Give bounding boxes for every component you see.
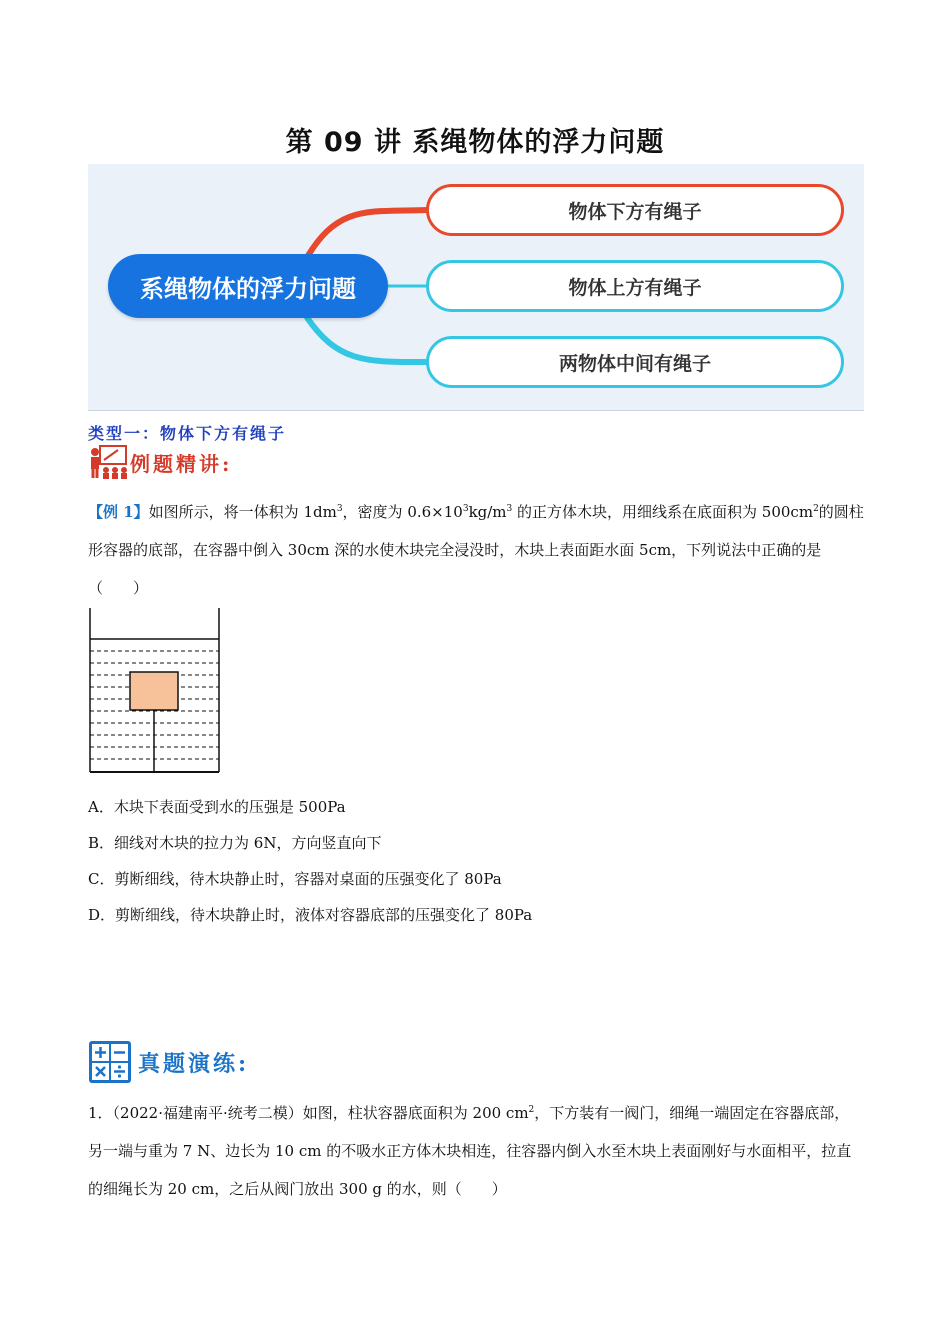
option-c: C．剪断细线，待木块静止时，容器对桌面的压强变化了 80Pa	[88, 870, 502, 888]
example-tag: 【例 1】	[88, 503, 149, 521]
example-text-part: kg/m	[468, 503, 507, 521]
example-text-part: 如图所示，将一体积为 1dm	[148, 503, 337, 521]
example-1-text	[88, 490, 864, 607]
example-section-label: 例题精讲:	[130, 451, 233, 476]
option-a: A．木块下表面受到水的压强是 500Pa	[88, 798, 346, 816]
option-b: B．细线对木块的拉力为 6N，方向竖直向下	[88, 834, 382, 852]
mind-map-center-node: 系绳物体的浮力问题	[108, 254, 388, 318]
option-d: D．剪断细线，待木块静止时，液体对容器底部的压强变化了 80Pa	[88, 906, 533, 924]
superscript: 3	[506, 504, 513, 514]
example-text-part: 的正方体木块，用细线系在底面积为 500cm	[512, 503, 814, 521]
container-figure	[88, 606, 222, 776]
mind-map	[88, 164, 864, 411]
connector-bottom	[306, 316, 428, 362]
mind-map-branch-1: 物体下方有绳子	[426, 184, 844, 236]
calculator-icon	[88, 1040, 132, 1084]
question-text-part: ，下方装有一阀门，细绳一端固定在容器底部，另一端与重为 7 N、边长为 10 cm 的不吸水正方体木块相连，往容器内倒入水至木块上表面刚好与水面相平，拉直的细绳长为 20 cm，之后从阀门放出 300 g 的水，则（ ）	[88, 1104, 852, 1198]
practice-section-header	[88, 1040, 249, 1084]
superscript: 3	[462, 504, 469, 514]
wood-block	[130, 672, 178, 710]
connector-top	[306, 210, 428, 259]
practice-section-label: 真题演练:	[138, 1050, 250, 1077]
example-text-part: ，密度为 0.6×10	[342, 503, 463, 521]
superscript: 2	[813, 504, 819, 514]
mind-map-branch-2: 物体上方有绳子	[426, 260, 844, 312]
teacher-icon	[88, 444, 128, 480]
mind-map-branch-3: 两物体中间有绳子	[426, 336, 844, 388]
example-section-header	[88, 444, 232, 480]
example-text-part: 的圆柱形容器的底部，在容器中倒入 30cm 深的水使木块完全浸没时，木块上表面距水面 5cm，下列说法中正确的是（ ）	[88, 503, 864, 597]
question-1-text	[88, 1091, 864, 1208]
question-text-part: 1．（2022·福建南平·统考二模）如图，柱状容器底面积为 200 cm	[88, 1104, 529, 1122]
type-heading: 类型一：物体下方有绳子	[88, 424, 287, 443]
page-title: 第 09 讲 系绳物体的浮力问题	[285, 127, 665, 158]
superscript: 3	[336, 504, 343, 514]
superscript: 2	[528, 1105, 535, 1115]
